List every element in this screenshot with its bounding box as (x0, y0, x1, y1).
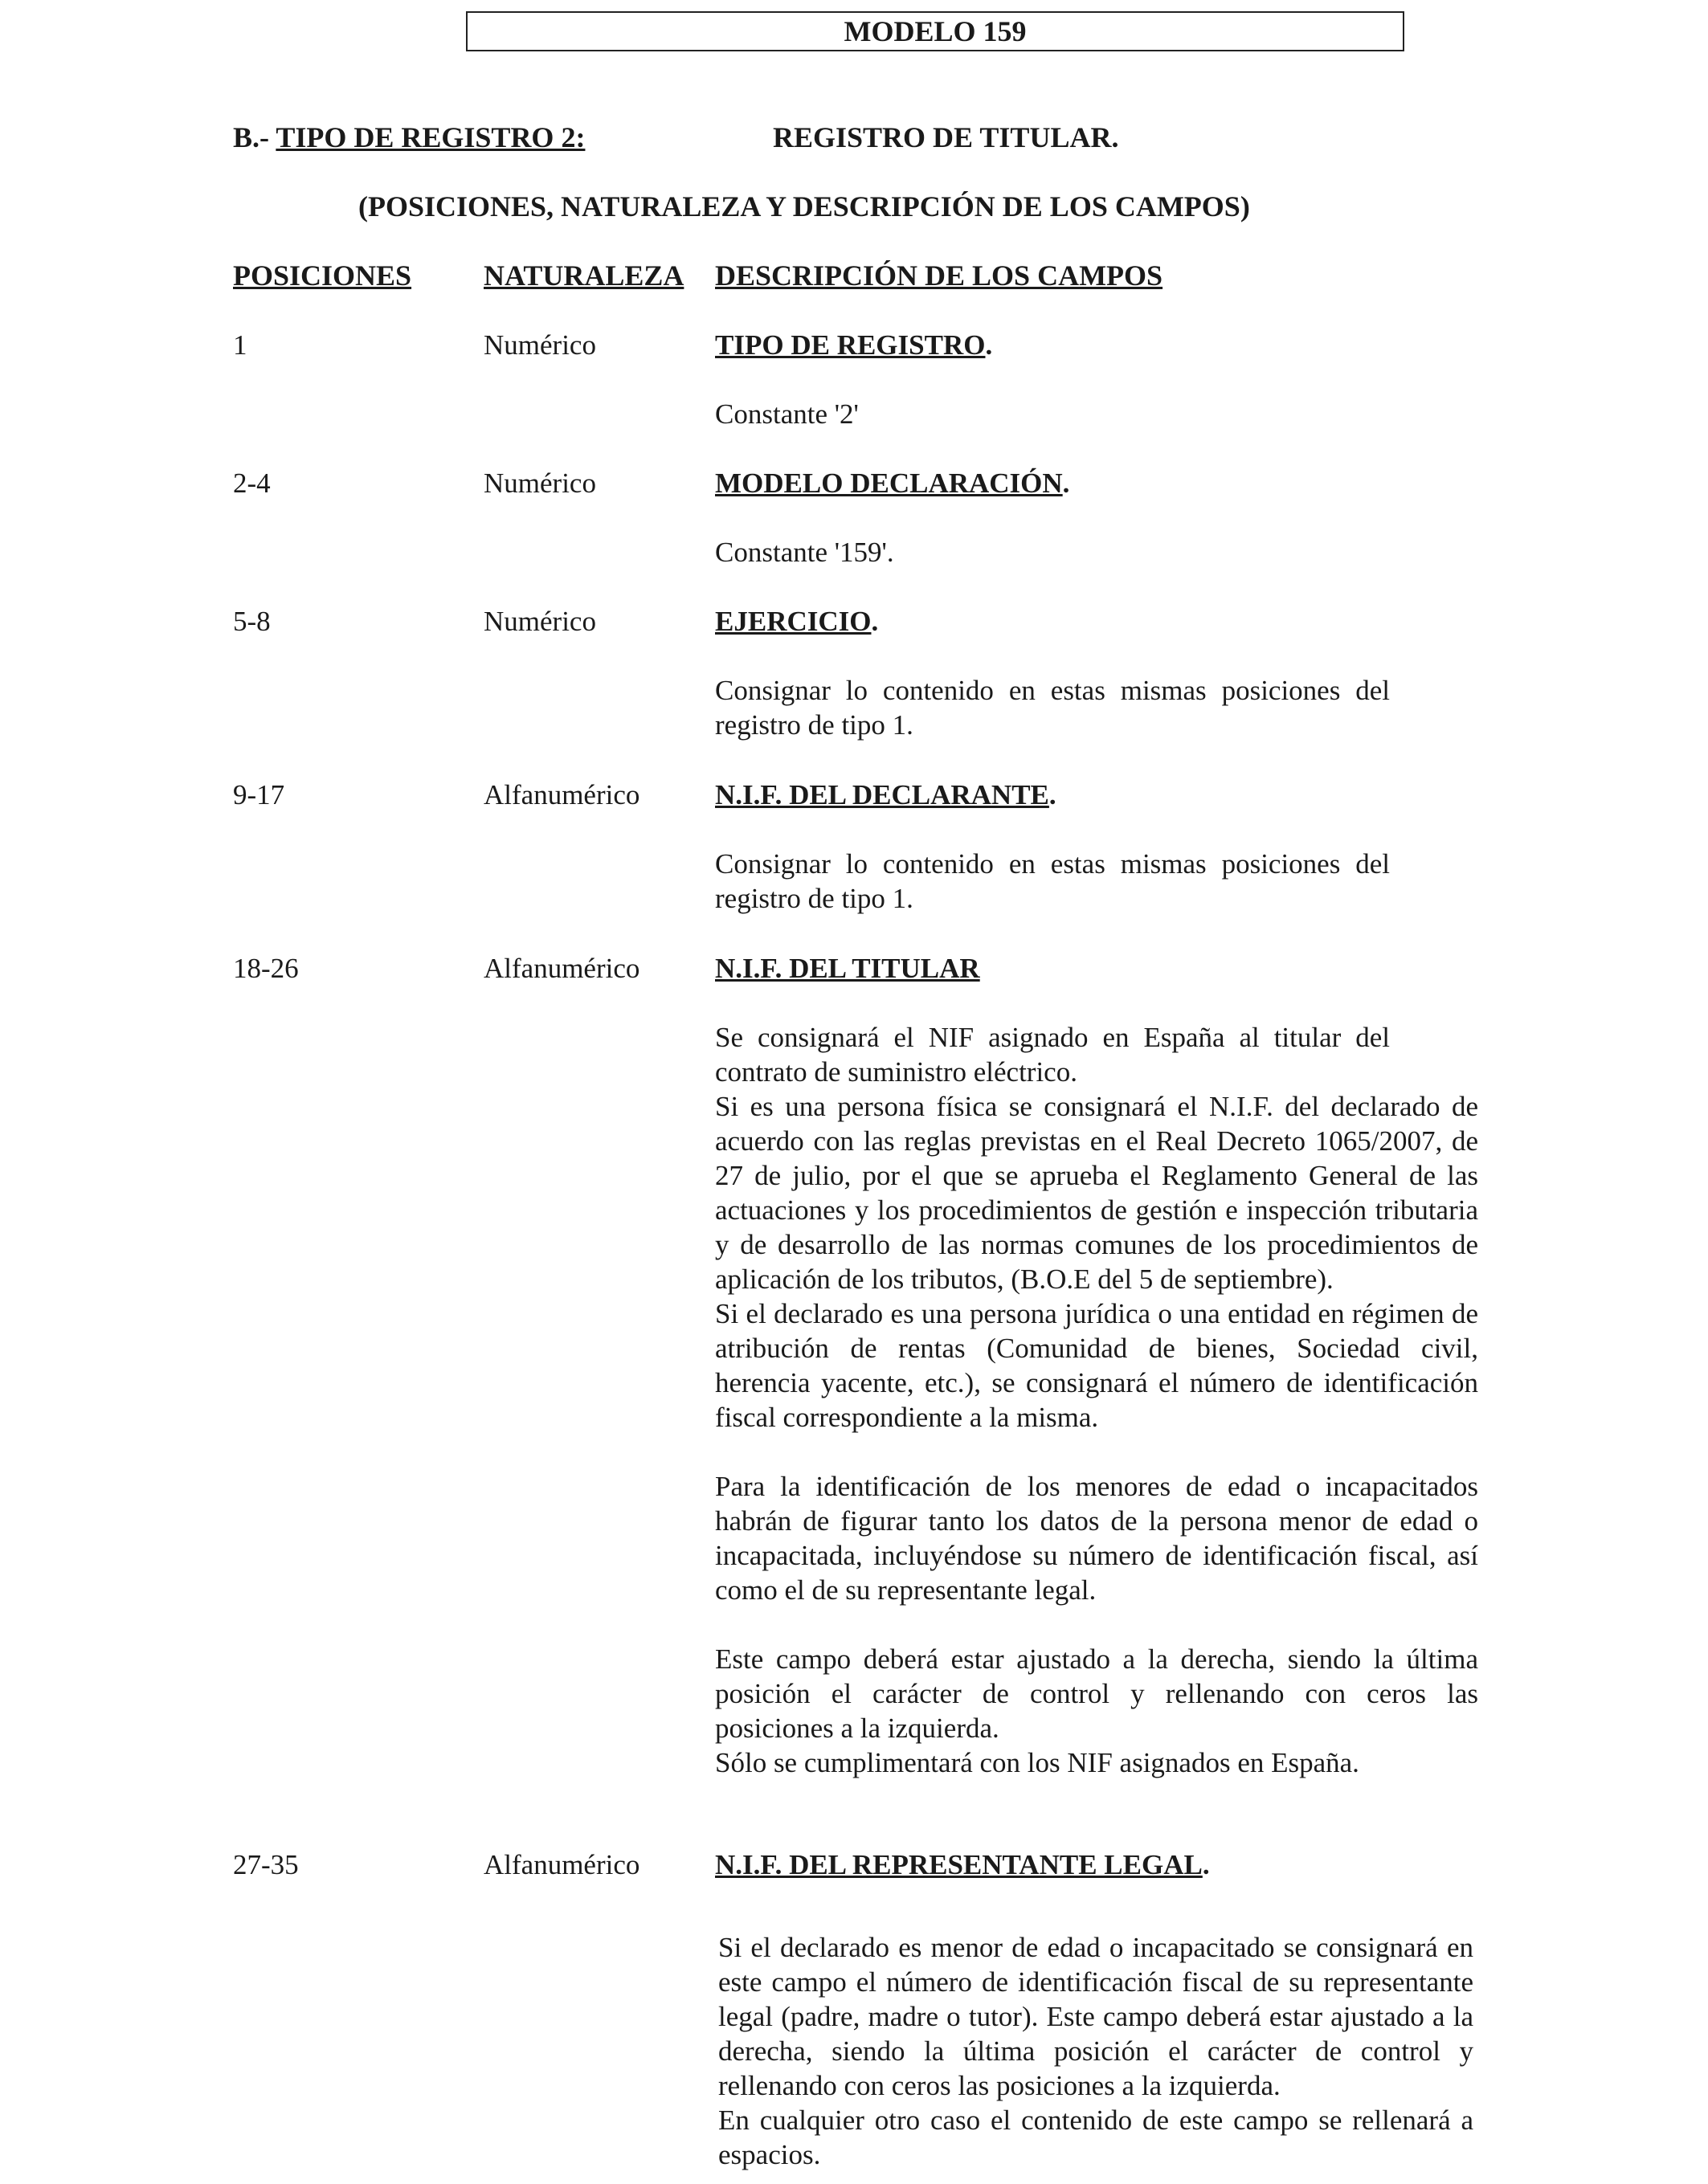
description-paragraph: Sólo se cumplimentará con los NIF asignados en España. (715, 1747, 1359, 1778)
field-name-suffix: . (985, 329, 993, 361)
field-positions: 2-4 (233, 467, 271, 499)
field-name-text: N.I.F. DEL TITULAR (715, 953, 980, 984)
field-nature: Numérico (484, 329, 596, 361)
section-prefix: B.- (233, 121, 276, 153)
field-nature: Alfanumérico (484, 779, 640, 810)
description-paragraph: Si el declarado es menor de edad o incapacitado se consignará en este campo el número de identificación fiscal de su representante legal (padre, madre o tutor). Este campo deberá estar ajustado a la derecha, siendo la última posición el carácter de control y rellenando con ceros las posiciones a la izquierda. (718, 1932, 1473, 2101)
field-name (715, 1849, 1210, 1881)
field-name (715, 467, 1069, 500)
field-nature: Alfanumérico (484, 1849, 640, 1880)
field-name (715, 329, 992, 361)
field-positions: 27-35 (233, 1849, 299, 1880)
field-name-suffix: . (871, 606, 879, 637)
description-paragraph: En cualquier otro caso el contenido de este campo se rellenará a espacios. (718, 2104, 1473, 2170)
field-name-text: N.I.F. DEL REPRESENTANTE LEGAL (715, 1849, 1203, 1880)
description-paragraph: Si es una persona física se consignará el N.I.F. del declarado de acuerdo con las reglas previstas en el Real Decreto 1065/2007, de 27 de julio, por el que se aprueba el Reglamento General de las actuaciones y los procedimientos de gestión e inspección tributaria y de desarrollo de las normas comunes de los procedimientos de aplicación de los tributos, (B.O.E del 5 de septiembre). (715, 1091, 1478, 1295)
field-positions: 1 (233, 329, 247, 361)
field-description (715, 397, 1390, 431)
record-name: REGISTRO DE TITULAR. (773, 121, 1119, 153)
field-name (715, 953, 980, 985)
description-paragraph: Este campo deberá estar ajustado a la derecha, siendo la última posición el carácter de control y rellenando con ceros las posiciones a la izquierda. (715, 1643, 1478, 1744)
description-paragraph: Constante '159'. (715, 537, 894, 568)
field-nature: Numérico (484, 467, 596, 499)
table-subtitle: (POSICIONES, NATURALEZA Y DESCRIPCIÓN DE LOS CAMPOS) (358, 190, 1250, 222)
section-heading (233, 120, 585, 154)
field-positions: 18-26 (233, 953, 299, 984)
field-name-suffix: . (1062, 467, 1070, 499)
field-nature: Alfanumérico (484, 953, 640, 984)
field-name-suffix: . (1202, 1849, 1210, 1880)
field-nature: Numérico (484, 606, 596, 637)
field-name-text: MODELO DECLARACIÓN (715, 467, 1063, 499)
description-paragraph: Se consignará el NIF asignado en España al titular del contrato de suministro eléctrico. (715, 1022, 1390, 1088)
field-description (715, 673, 1390, 742)
description-paragraph: Para la identificación de los menores de edad o incapacitados habrán de figurar tanto los datos de la persona menor de edad o incapacitada, incluyéndose su número de identificación fiscal, así como el de su representante legal. (715, 1471, 1478, 1606)
field-name-suffix: . (1048, 779, 1056, 810)
column-header-nature: NATURALEZA (484, 259, 684, 292)
field-name-text: N.I.F. DEL DECLARANTE (715, 779, 1049, 810)
field-name (715, 606, 878, 638)
column-header-positions: POSICIONES (233, 259, 412, 292)
field-description (715, 847, 1390, 916)
description-paragraph: Si el declarado es una persona jurídica o una entidad en régimen de atribución de rentas (Comunidad de bienes, Sociedad civil, herencia yacente, etc.), se consignará el número de identificación fiscal correspondiente a la misma. (715, 1298, 1478, 1433)
field-positions: 5-8 (233, 606, 271, 637)
field-name-text: TIPO DE REGISTRO (715, 329, 986, 361)
field-description (715, 535, 1390, 569)
field-description (718, 1930, 1473, 2172)
page-title: MODELO 159 (466, 11, 1404, 51)
record-type-label: TIPO DE REGISTRO 2: (276, 121, 586, 153)
column-header-description: DESCRIPCIÓN DE LOS CAMPOS (715, 259, 1163, 292)
field-positions: 9-17 (233, 779, 285, 810)
description-paragraph: Consignar lo contenido en estas mismas posiciones del registro de tipo 1. (715, 675, 1390, 741)
field-name (715, 779, 1056, 811)
field-name-text: EJERCICIO (715, 606, 872, 637)
description-paragraph: Consignar lo contenido en estas mismas posiciones del registro de tipo 1. (715, 848, 1390, 914)
description-paragraph: Constante '2' (715, 398, 859, 430)
field-description (715, 1020, 1478, 1780)
